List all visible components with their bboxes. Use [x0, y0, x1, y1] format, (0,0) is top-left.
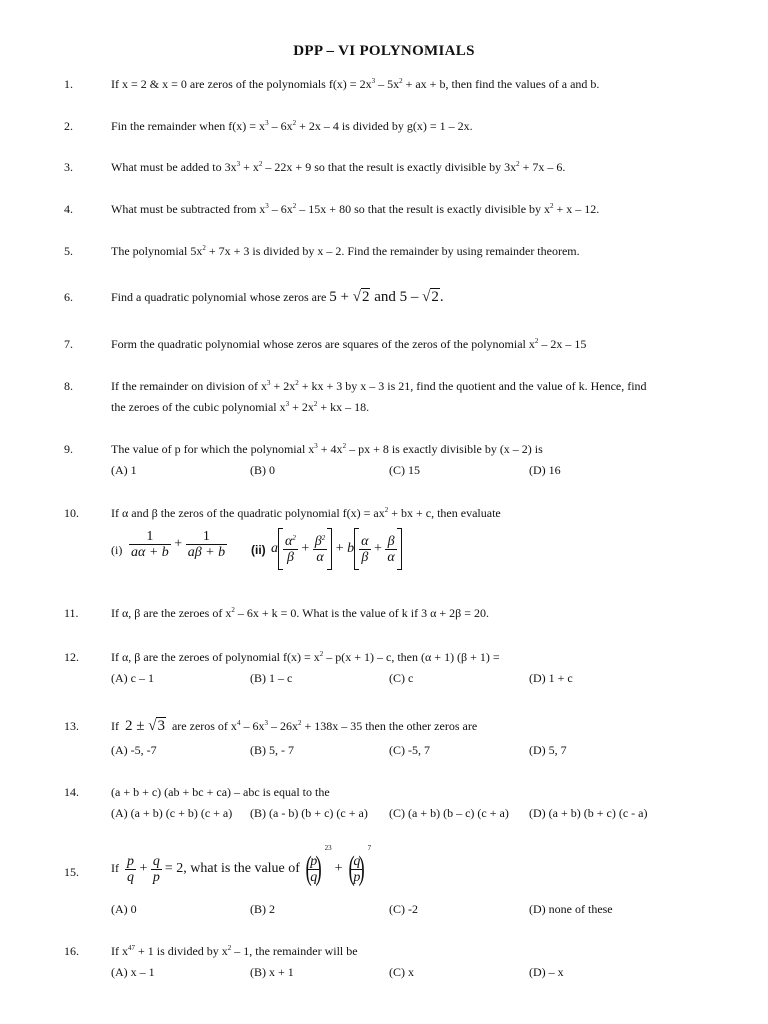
- option-d: (D) (a + b) (b + c) (c - a): [529, 806, 648, 820]
- question-number: 7.: [64, 337, 73, 351]
- option-a: (A) 0: [111, 902, 137, 916]
- option-c: (C) (a + b) (b – c) (c + a): [389, 806, 509, 820]
- option-c: (C) x: [389, 965, 414, 979]
- expression-i: $\frac{1}{a\alpha + b}$ + $\frac{1}{a\beta + b}$: [131, 529, 226, 560]
- question-number: 8.: [64, 379, 73, 393]
- part-ii-label: (ii): [251, 543, 266, 557]
- option-a: (A) 1: [111, 463, 137, 477]
- question-text: If $x^{47} + 1$ is divided by $x^2 - 1$, the remainder will be: [111, 944, 358, 958]
- option-b: (B) 0: [250, 463, 275, 477]
- expression: 5 + √2 and 5 – √2.: [329, 289, 444, 305]
- question-number: 6.: [64, 290, 73, 304]
- question-text: Form the quadratic polynomial whose zeros are squares of the zeros of the polynomial $x^2 - 2x - 15$: [111, 337, 587, 351]
- option-b: (B) 2: [250, 902, 275, 916]
- question-text: If 2 ± √3 are zeros of $x^4 - 6x^3 - 26x^2 + 138x - 35$ then the other zeros are: [111, 718, 478, 734]
- question-text: Find a quadratic polynomial whose zeros are 5 + √2 and 5 – √2.: [111, 289, 444, 305]
- expression-ii: a $\frac{\alpha^2}{\beta}$ + $\frac{\beta^2}{\alpha}$ + b $\frac{\alpha}{\beta}$ + $\frac{\beta}{\alpha}$: [271, 528, 402, 570]
- option-a: (A) (a + b) (c + b) (c + a): [111, 806, 233, 820]
- option-d: (D) 16: [529, 463, 561, 477]
- question-number: 11.: [64, 606, 79, 620]
- question-number: 9.: [64, 442, 73, 456]
- question-number: 3.: [64, 160, 73, 174]
- expressions: [111, 528, 511, 576]
- question-text: What must be subtracted from $x^3 - 6x^2 - 15x + 80$ so that the result is exactly divisible by $x^2 + x - 12$.: [111, 202, 600, 216]
- question-number: 5.: [64, 244, 73, 258]
- question-text: If the remainder on division of $x^3 + 2x^2$ + kx + 3 by x – 3 is 21, find the quotient and the value of k. Hence, find: [111, 379, 647, 393]
- option-a: (A) c – 1: [111, 671, 154, 685]
- question-text: If x = 2 & x = 0 are zeros of the polynomials $f(x) = 2x^3 - 5x^2$ + ax + b, then find the values of a and b.: [111, 77, 600, 91]
- question-text: If α, β are the zeroes of $x^2 - 6x + k = 0$. What is the value of k if 3 α + 2β = 20.: [111, 606, 490, 620]
- option-b: (B) x + 1: [250, 965, 294, 979]
- part-i-label: (i): [111, 543, 123, 557]
- option-c: (C) -5, 7: [389, 743, 430, 757]
- question-text: If α, β are the zeroes of polynomial $f(x) = x^2 - p(x + 1) - c$, then (α + 1) (β + 1) =: [111, 650, 500, 664]
- option-d: (D) none of these: [529, 902, 613, 916]
- option-c: (C) 15: [389, 463, 420, 477]
- question-text: (a + b + c) (ab + bc + ca) – abc is equal to the: [111, 785, 330, 799]
- option-b: (B) 1 – c: [250, 671, 293, 685]
- option-c: (C) -2: [389, 902, 418, 916]
- option-c: (C) c: [389, 671, 414, 685]
- question-number: 2.: [64, 119, 73, 133]
- question-number: 14.: [64, 785, 79, 799]
- option-d: (D) – x: [529, 965, 564, 979]
- question-number: 4.: [64, 202, 73, 216]
- question-number: 16.: [64, 944, 79, 958]
- option-d: (D) 5, 7: [529, 743, 567, 757]
- question-number: 1.: [64, 77, 73, 91]
- question-text: Fin the remainder when $f(x) = x^3 - 6x^2 + 2x - 4$ is divided by g(x) = 1 – 2x.: [111, 119, 473, 133]
- question-number: 13.: [64, 719, 79, 733]
- page-title: DPP – VI POLYNOMIALS: [293, 43, 475, 59]
- question-text: The polynomial $5x^2 + 7x + 3$ is divided by x – 2. Find the remainder by using remainder theorem.: [111, 244, 580, 258]
- option-d: (D) 1 + c: [529, 671, 573, 685]
- question-text: The value of p for which the polynomial $x^3 + 4x^2$ – px + 8 is exactly divisible by (x – 2) is: [111, 442, 543, 456]
- option-a: (A) x – 1: [111, 965, 155, 979]
- question-text: If $\frac{p}{q}$ + $\frac{q}{p}$ = 2, what is the value of ( $\frac{p}{q}$ )$^{23}$ + ( $\frac{q}{p}$ )$^7$: [111, 844, 372, 888]
- option-b: (B) (a - b) (b + c) (c + a): [250, 806, 368, 820]
- question-number: 12.: [64, 650, 79, 664]
- question-text-line-2: the zeroes of the cubic polynomial $x^3 + 2x^2$ + kx – 18.: [111, 400, 370, 414]
- question-text: What must be added to $3x^3 + x^2 - 22x + 9$ so that the result is exactly divisible by $3x^2 + 7x - 6$.: [111, 160, 566, 174]
- option-a: (A) -5, -7: [111, 743, 157, 757]
- question-number: 10.: [64, 506, 79, 520]
- question-text: If α and β the zeros of the quadratic polynomial $f(x) = ax^2$ + bx + c, then evaluate: [111, 506, 501, 520]
- option-b: (B) 5, - 7: [250, 743, 294, 757]
- question-number: 15.: [64, 865, 79, 879]
